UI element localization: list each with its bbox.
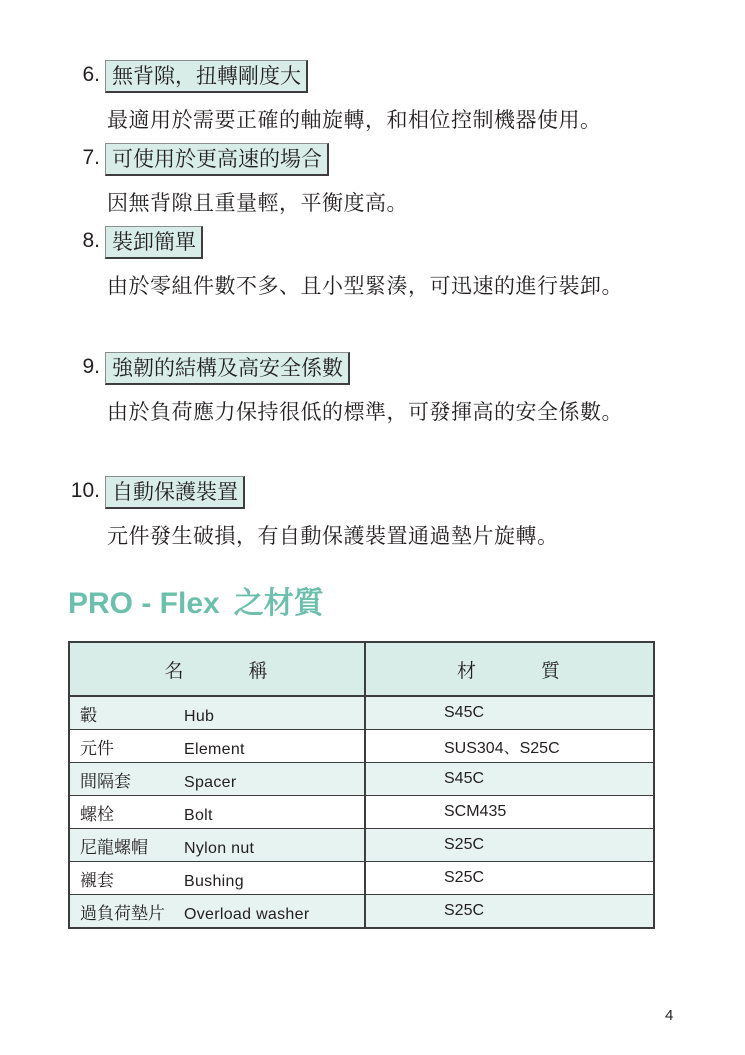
material-table <box>68 641 655 929</box>
table-header-row <box>69 642 654 696</box>
item-number: 10. <box>70 479 100 502</box>
table-row <box>69 895 654 929</box>
material-cell: S25C <box>365 895 654 929</box>
table-row <box>69 829 654 862</box>
item-number: 8. <box>82 229 100 252</box>
table-row <box>69 796 654 829</box>
table-row <box>69 696 654 730</box>
part-name-en: Bushing <box>184 872 244 890</box>
name-cell <box>69 796 365 829</box>
name-cell <box>69 763 365 796</box>
name-cell <box>69 696 365 730</box>
name-cell <box>69 862 365 895</box>
material-cell: SCM435 <box>365 796 654 829</box>
section-title-zh: 之材質 <box>233 586 324 621</box>
header-material: 材 質 <box>365 642 654 696</box>
part-name-en: Element <box>184 740 245 758</box>
material-cell: S45C <box>365 763 654 796</box>
part-name-en: Spacer <box>184 773 237 791</box>
part-name-zh: 尼龍螺帽 <box>80 837 148 858</box>
section-title <box>68 578 324 622</box>
section-title-en: PRO - Flex <box>68 587 220 620</box>
part-name-en: Bolt <box>184 806 213 824</box>
item-number: 7. <box>82 146 100 169</box>
item-description: 由於負荷應力保持很低的標準，可發揮高的安全係數。 <box>107 400 623 424</box>
table-row <box>69 730 654 763</box>
item-description: 元件發生破損，有自動保護裝置通過墊片旋轉。 <box>107 524 559 548</box>
name-cell <box>69 895 365 929</box>
material-cell: S25C <box>365 862 654 895</box>
item-description: 最適用於需要正確的軸旋轉，和相位控制機器使用。 <box>107 108 602 132</box>
part-name-en: Hub <box>184 707 215 725</box>
item-heading: 無背隙，扭轉剛度大 <box>105 60 308 93</box>
part-name-zh: 襯套 <box>80 870 114 891</box>
part-name-zh: 間隔套 <box>80 771 131 792</box>
item-description: 因無背隙且重量輕，平衡度高。 <box>107 191 408 215</box>
table-row <box>69 862 654 895</box>
part-name-en: Overload washer <box>184 905 310 923</box>
material-cell: S25C <box>365 829 654 862</box>
item-heading: 自動保護裝置 <box>105 476 245 509</box>
item-heading: 裝卸簡單 <box>105 226 203 259</box>
table-row <box>69 763 654 796</box>
part-name-zh: 轂 <box>80 705 97 726</box>
item-heading: 強韌的結構及高安全係數 <box>105 352 350 385</box>
header-name: 名 稱 <box>69 642 365 696</box>
name-cell <box>69 730 365 763</box>
part-name-zh: 螺栓 <box>80 804 114 825</box>
page-number: 4 <box>665 1007 674 1024</box>
item-heading: 可使用於更高速的場合 <box>105 143 329 176</box>
material-cell: SUS304、S25C <box>365 730 654 763</box>
part-name-zh: 元件 <box>80 738 114 759</box>
part-name-en: Nylon nut <box>184 839 255 857</box>
item-number: 9. <box>82 355 100 378</box>
part-name-zh: 過負荷墊片 <box>80 903 165 924</box>
item-description: 由於零組件數不多、且小型緊湊，可迅速的進行裝卸。 <box>107 274 623 298</box>
material-cell: S45C <box>365 696 654 730</box>
item-number: 6. <box>82 63 100 86</box>
name-cell <box>69 829 365 862</box>
